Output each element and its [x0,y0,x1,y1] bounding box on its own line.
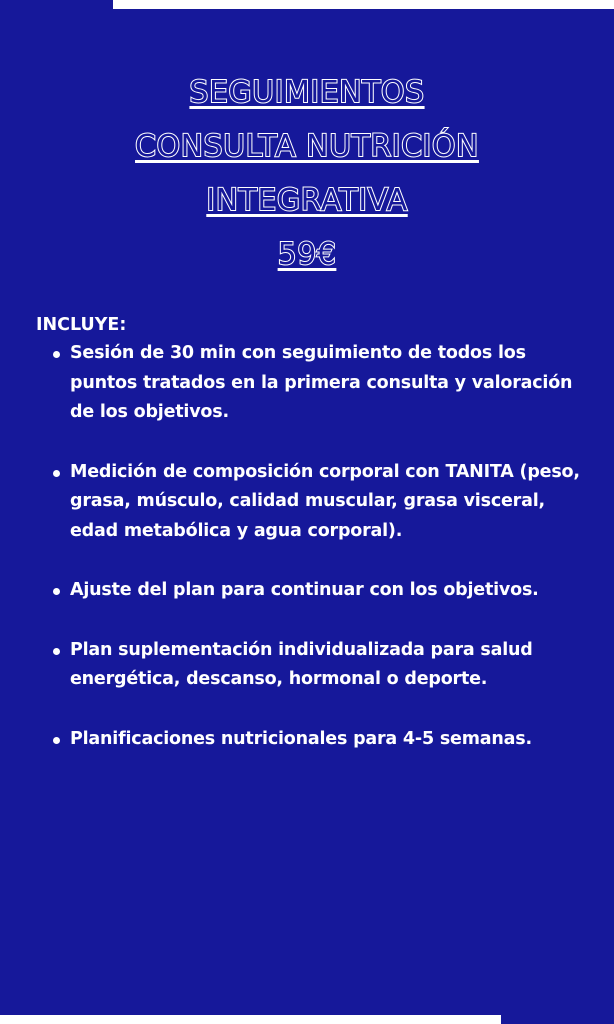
list-item-text: Plan suplementación individualizada para salud energética, descanso, hormonal o deporte. [70,639,533,689]
list-item-text: Ajuste del plan para continuar con los objetivos. [70,580,539,600]
top-edge-bar [113,0,614,9]
title-line-2: CONSULTA NUTRICIÓN [135,129,479,164]
list-item-text: Sesión de 30 min con seguimiento de todos los puntos tratados en la primera consulta y valoración de los objetivos. [70,343,573,422]
list-item [36,576,596,606]
title-line-1: SEGUIMIENTOS [189,75,425,110]
list-item [36,725,596,755]
includes-section [36,313,596,784]
bullet-icon [53,737,60,744]
includes-list [36,339,596,754]
title-line-3: INTEGRATIVA [206,183,408,218]
bullet-icon [53,588,60,595]
bullet-icon [53,351,60,358]
title-block [0,66,614,282]
list-item [36,636,596,695]
list-item-text: Planificaciones nutricionales para 4-5 semanas. [70,728,532,749]
list-item [36,339,596,428]
bottom-edge-bar [0,1015,501,1024]
list-item [36,458,596,547]
list-item-text: Medición de composición corporal con TANITA (peso, grasa, músculo, calidad muscular, grasa visceral, edad metabólica y agua corporal). [70,461,580,541]
bullet-icon [53,648,60,655]
includes-label: INCLUYE: [36,315,127,335]
bullet-icon [53,470,60,477]
price: 59€ [277,237,337,272]
